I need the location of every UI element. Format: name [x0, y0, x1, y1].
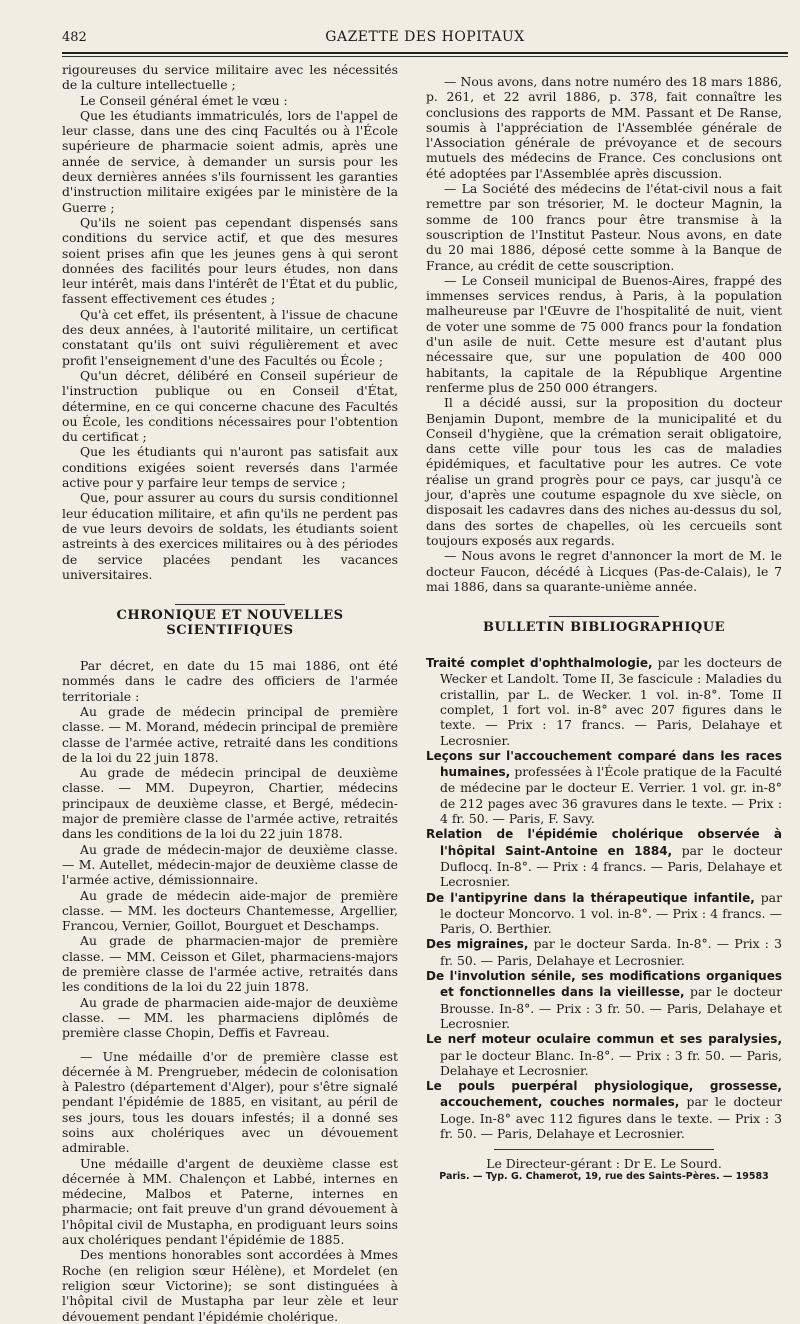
book-entry [426, 936, 782, 968]
running-header [62, 26, 788, 54]
paragraph: Au grade de médecin-major de deuxième classe. — M. Autellet, médecin-major de deuxième classe de l'armée active, démissionnaire. [62, 841, 398, 888]
printer-line: Paris. — Typ. G. Chamerot, 19, rue des Saints-Pères. — 19583 [439, 1171, 769, 1183]
book-title: Le pouls puerpéral physiologique, grossesse, accouchement, couches normales, [426, 1079, 782, 1110]
book-title: Des migraines, [426, 937, 529, 952]
director-signature: Le Directeur-gérant : Dr E. Le Sourd. [486, 1156, 722, 1172]
paragraph: Qu'un décret, délibéré en Conseil supérieur de l'instruction publique ou en Conseil d'État, détermine, en ce qui concerne chacune des Facultés ou École, les conditions nécessaires pour l'obtention du certificat ; [62, 367, 398, 445]
book-title: De l'antipyrine dans la thérapeutique infantile, [426, 890, 755, 905]
paragraph: — Nous avons le regret d'annoncer la mort de M. le docteur Faucon, décédé à Licques (Pas-de-Calais), le 7 mai 1886, dans sa quarante-unième année. [426, 548, 782, 594]
book-entry [426, 748, 782, 826]
section-heading-bibliographie: BULLETIN BIBLIOGRAPHIQUE [483, 620, 725, 636]
paragraph: rigoureuses du service militaire avec les nécessités de la culture intellectuelle ; [62, 62, 398, 93]
paragraph: — Une médaille d'or de première classe est décernée à M. Prengrueber, médecin de colonisation à Palestro (département d'Alger), pour s'être signalé pendant l'épidémie de 1885, en visitant, au péril de ses jours, tous les douars infestés; il a donné ses soins aux cholériques avec un dévouement admirable. [62, 1048, 398, 1156]
left-column [62, 62, 398, 1324]
book-entry [426, 655, 782, 748]
page-number: 482 [62, 30, 87, 45]
book-details: par le docteur Duflocq. In-8°. — Prix : 4 francs. — Paris, Delahaye et Lecrosnier. [440, 842, 782, 890]
paragraph: Au grade de pharmacien-major de première classe. — MM. Ceisson et Gilet, pharmaciens-majors de première classe de l'armée active, retraités dans les conditions de la loi du 22 juin 1878. [62, 933, 398, 995]
paragraph: Que les étudiants qui n'auront pas satisfait aux conditions exigées soient reversés dans l'armée active pour y parfaire leur temps de service ; [62, 444, 398, 491]
book-entry [426, 1078, 782, 1141]
signature-rule [494, 1149, 714, 1150]
book-details: par le docteur Brousse. In-8°. — Prix : 3 fr. 50. — Paris, Delahaye et Lecrosnier. [440, 984, 782, 1031]
book-details: par les docteurs de Wecker et Landolt. Tome II, 3e fascicule : Maladies du cristallin, par L. de Wecker. 1 vol. in-8°. Tome II complet, 1 fort vol. in-8° avec 207 figures dans le texte. — Prix : 17 francs. — Paris, Delahaye et Lecrosnier. [440, 655, 782, 748]
book-entry [426, 826, 782, 889]
paragraph: — Nous avons, dans notre numéro des 18 mars 1886, p. 261, et 22 avril 1886, p. 378, fait connaître les conclusions des rapports de MM. Passant et De Ranse, soumis à l'appréciation de l'Assemblée générale de l'Association générale de prévoyance et de secours mutuels des médecins de France. Ces conclusions ont été adoptées par l'Assemblée après discussion. [426, 74, 782, 181]
paragraph: Au grade de médecin aide-major de première classe. — MM. les docteurs Chantemesse, Argellier, Francou, Vernier, Goillot, Bourguet et Deschamps. [62, 887, 398, 934]
section-heading-chronique: CHRONIQUE ET NOUVELLES SCIENTIFIQUES [116, 608, 344, 639]
paragraph: — Le Conseil municipal de Buenos-Aires, frappé des immenses services rendus, à Paris, à la population malheureuse par l'Œuvre de l'hospitalité de nuit, vient de voter une somme de 75 000 francs pour la fondation d'un asile de nuit. Cette mesure est d'autant plus nécessaire que, sur une population de 400 000 habitants, la capitale de la République Argentine renferme plus de 250 000 étrangers. [426, 272, 782, 395]
book-title: Leçons sur l'accouchement comparé dans les races humaines, [426, 748, 782, 780]
right-column [426, 74, 782, 1182]
paragraph: Le Conseil général émet le vœu : [80, 92, 288, 108]
book-title: Traité complet d'ophthalmologie, [426, 656, 653, 671]
paragraph: Des mentions honorables sont accordées à Mmes Roche (en religion sœur Hélène), et Mordelet (en religion sœur Victorine); se sont distinguées à l'hôpital civil de Mustapha par leur zèle et leur dévouement pendant l'épidémie cholérique. [62, 1247, 398, 1324]
book-details: par le docteur Loge. In-8° avec 112 figures dans le texte. — Prix : 3 fr. 50. — Paris, Delahaye et Lecrosnier. [440, 1094, 782, 1141]
paragraph: Que, pour assurer au cours du sursis conditionnel leur éducation militaire, et afin qu'ils ne perdent pas de vue leurs devoirs de soldats, les étudiants soient astreints à des exercices militaires ou à des périodes de service placées pendant les vacances universitaires. [62, 490, 398, 582]
paragraph: Qu'à cet effet, ils présentent, à l'issue de chacune des deux années, à l'autorité militaire, un certificat constatant qu'ils ont suivi régulièrement et avec profit l'enseignement d'une des Facultés ou École ; [62, 306, 398, 368]
header-rule [62, 52, 788, 54]
paragraph: Au grade de pharmacien aide-major de deuxième classe. — MM. les pharmaciens diplômés de première classe Chopin, Deffis et Favreau. [62, 994, 398, 1041]
paragraph: Par décret, en date du 15 mai 1886, ont été nommés dans le cadre des officiers de l'armée territoriale : [62, 658, 398, 704]
book-details: par le docteur Sarda. In-8°. — Prix : 3 fr. 50. — Paris, Delahaye et Lecrosnier. [440, 936, 783, 968]
book-title: Relation de l'épidémie cholérique observée à l'hôpital Saint-Antoine en 1884, [426, 827, 782, 858]
paragraph: Au grade de médecin principal de deuxième classe. — MM. Dupeyron, Chartier, médecins principaux de deuxième classe, et Bergé, médecin-major de première classe de l'armée active, retraités dans les conditions de la loi du 22 juin 1878. [62, 765, 398, 842]
book-title: De l'involution sénile, ses modifications organiques et fonctionnelles dans la vieillesse, [426, 969, 782, 1000]
paragraph: Au grade de médecin principal de première classe. — M. Morand, médecin principal de première classe de l'armée active, retraité dans les conditions de la loi du 22 juin 1878. [62, 703, 398, 765]
paragraph: Qu'ils ne soient pas cependant dispensés sans conditions du service actif, et que des mesures soient prises afin que les jeunes gens à qui seront données des facilités pour leurs études, non dans leur intérêt, mais dans l'intérêt de l'État et du public, fassent effectivement ces études ; [62, 214, 398, 307]
book-title: Le nerf moteur oculaire commun et ses paralysies, [426, 1032, 782, 1047]
running-title: GAZETTE DES HOPITAUX [325, 29, 525, 45]
book-list [426, 655, 782, 1141]
book-entry [426, 1031, 782, 1078]
paragraph: Que les étudiants immatriculés, lors de l'appel de leur classe, dans une des cinq Facultés ou à l'École supérieure de pharmacie soient admis, après une année de service, à demander un sursis pour les deux dernières années s'ils fournissent les garanties d'instruction militaire exigées par le ministère de la Guerre ; [62, 107, 398, 215]
paragraph: Il a décidé aussi, sur la proposition du docteur Benjamin Dupont, membre de la municipalité et du Conseil d'hygiène, que la crémation serait obligatoire, dans cette ville pour tous les cas de maladies épidémiques, et facultative pour les autres. Ce vote réalise un grand progrès pour ce pays, car jusqu'à ce jour, d'après une coutume espagnole du xve siècle, on disposait les cadavres dans des niches au-dessus du sol, dans des sortes de chapelles, où les cercueils sont toujours exposés aux regards. [426, 395, 782, 548]
paragraph: — La Société des médecins de l'état-civil nous a fait remettre par son trésorier, M. le docteur Magnin, la somme de 100 francs pour être transmise à la souscription de l'Institut Pasteur. Nous avons, en date du 20 mai 1886, déposé cette somme à la Banque de France, au crédit de cette souscription. [426, 181, 782, 273]
book-entry [426, 890, 782, 937]
book-details: par le docteur Moncorvo. 1 vol. in-8°. — Prix : 4 francs. — Paris, O. Berthier. [440, 889, 782, 937]
section-divider [62, 590, 398, 598]
book-entry [426, 968, 782, 1031]
section-divider [426, 602, 782, 610]
book-details: par le docteur Blanc. In-8°. — Prix : 3 fr. 50. — Paris, Delahaye et Lecrosnier. [440, 1047, 782, 1078]
header-rule-thin [62, 56, 788, 57]
paragraph: Une médaille d'argent de deuxième classe est décernée à MM. Chalençon et Labbé, internes en médecine, Malbos et Paterne, internes en pharmacie; ont fait preuve d'un grand dévouement à l'hôpital civil de Mustapha, en prodiguant leurs soins aux cholériques pendant l'épidémie de 1885. [62, 1155, 398, 1248]
book-details: professées à l'École pratique de la Faculté de médecine par le docteur E. Verrier. 1 vol. gr. in-8° de 212 pages avec 36 gravures dans le texte. — Prix : 4 fr. 50. — Paris, F. Savy. [440, 764, 782, 827]
